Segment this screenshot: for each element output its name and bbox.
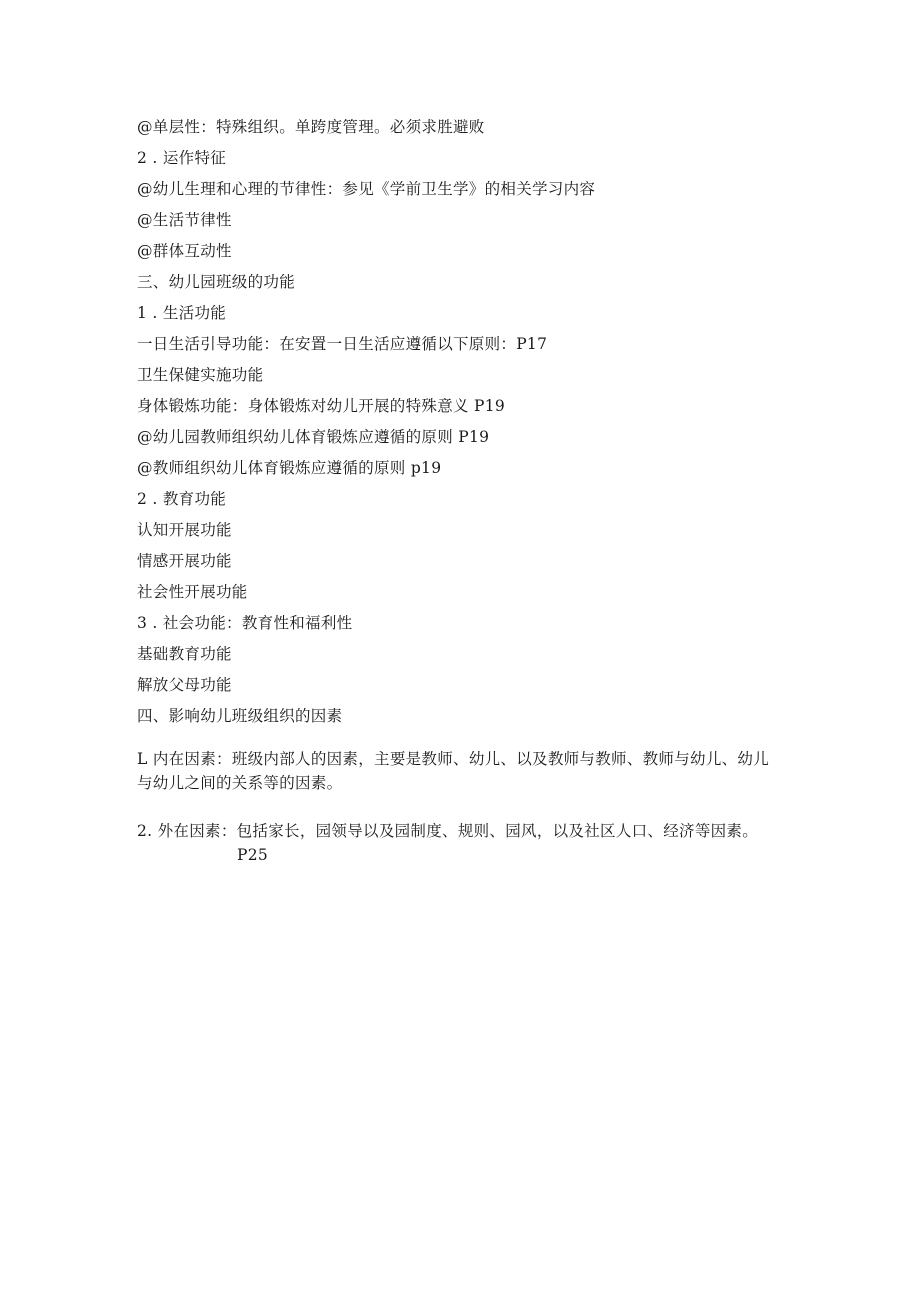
text-line: 情感开展功能 [137, 552, 232, 570]
text-line: @幼儿园教师组织幼儿体育锻炼应遵循的原则 P19 [137, 428, 490, 446]
text-line: @教师组织幼儿体育锻炼应遵循的原则 p19 [137, 459, 442, 477]
external-factors-paragraph [137, 819, 777, 867]
chapter-heading: 三、幼儿园班级的功能 [137, 273, 296, 291]
section-heading: 1 . 生活功能 [137, 304, 227, 322]
text-line: 一日生活引导功能：在安置一日生活应遵循以下原则：P17 [137, 335, 548, 353]
text-line: 卫生保健实施功能 [137, 366, 264, 384]
page-reference: P25 [237, 846, 269, 864]
text-line: @幼儿生理和心理的节律性：参见《学前卫生学》的相关学习内容 [137, 180, 596, 198]
text-line: 社会性开展功能 [137, 583, 248, 601]
external-factors-text: 2. 外在因素：包括家长，园领导以及园制度、规则、园风，以及社区人口、经济等因素。 [137, 822, 759, 840]
text-line: 身体锻炼功能：身体锻炼对幼儿开展的特殊意义 P19 [137, 397, 506, 415]
section-heading: 3 . 社会功能：教育性和福利性 [137, 614, 353, 632]
text-line: 认知开展功能 [137, 521, 232, 539]
text-line: @群体互动性 [137, 242, 232, 260]
section-heading: 2 . 运作特征 [137, 149, 227, 167]
text-line: 基础教育功能 [137, 645, 232, 663]
internal-factors-paragraph: L 内在因素：班级内部人的因素，主要是教师、幼儿、以及教师与教师、教师与幼儿、幼儿与幼儿之间的关系等的因素。 [137, 750, 770, 792]
text-line: @生活节律性 [137, 211, 232, 229]
text-line: 解放父母功能 [137, 676, 232, 694]
text-line: @单层性：特殊组织。单跨度管理。必须求胜避败 [137, 118, 485, 136]
chapter-heading: 四、影响幼儿班级组织的因素 [137, 707, 343, 725]
section-heading: 2 . 教育功能 [137, 490, 227, 508]
